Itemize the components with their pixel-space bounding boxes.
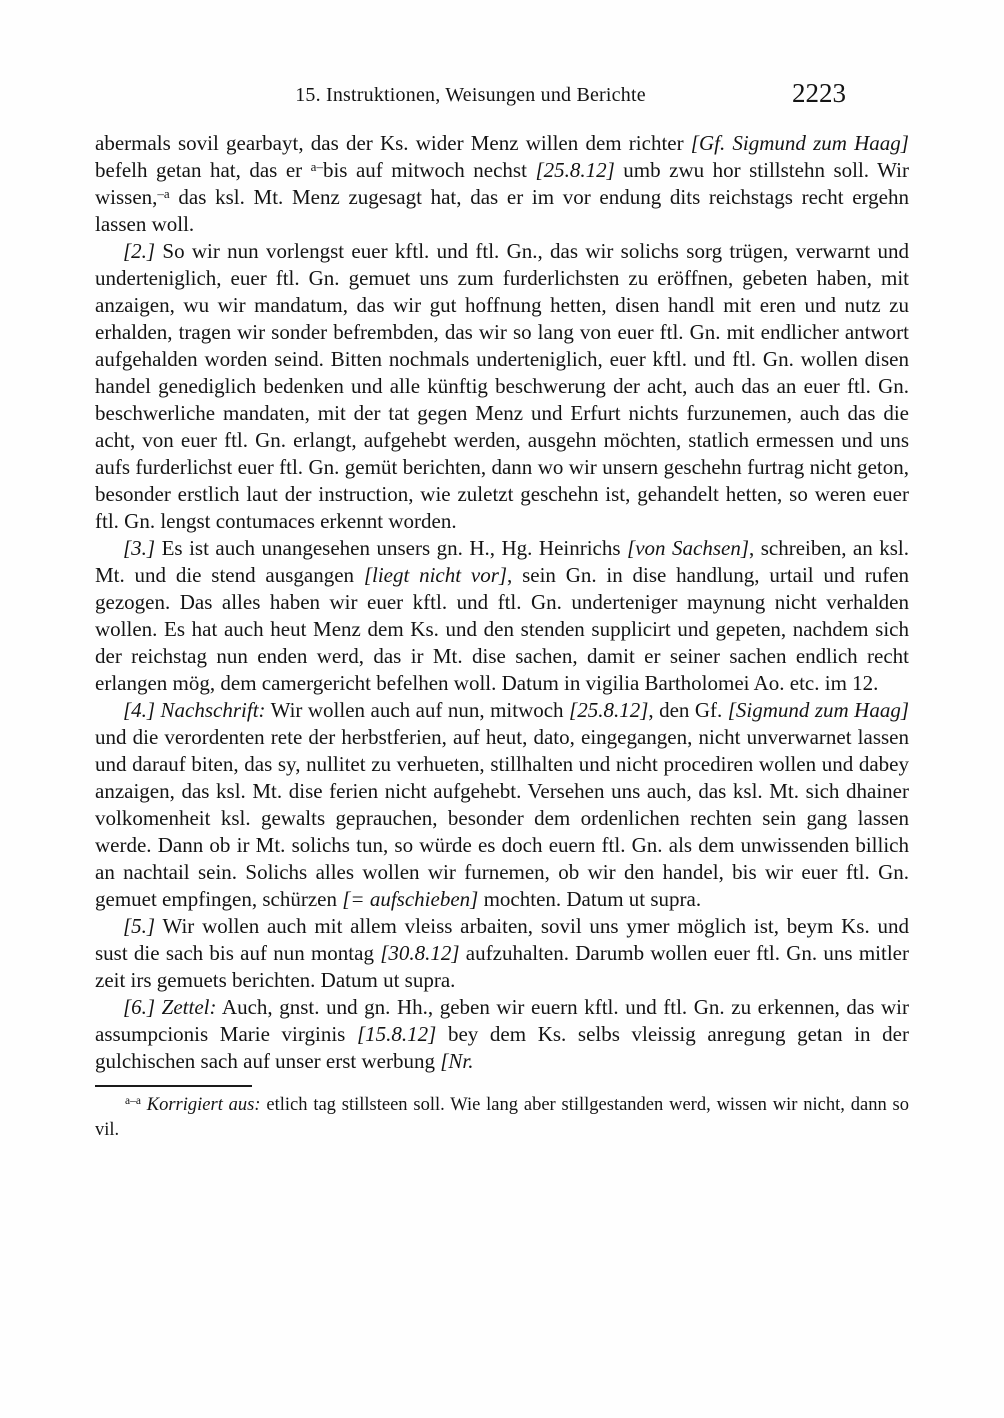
footnote-marker: –a (157, 186, 170, 201)
editorial-insertion: [Gf. Sigmund zum Haag] (690, 131, 909, 155)
editorial-insertion: [3.] (123, 536, 156, 560)
text-run: befelh getan hat, das er (95, 158, 311, 182)
paragraph (95, 994, 909, 1075)
editorial-insertion: [2.] (123, 239, 156, 263)
text-run: das ksl. Mt. Menz zugesagt hat, das er im vor endung dits reichstags recht ergehn lassen woll. (95, 185, 909, 236)
footnote-marker: a– (310, 159, 323, 174)
text-run: aufzuhalten. Darumb wollen euer ftl. Gn. uns mitler zeit irs gemuets berichten. Datum ut supra. (95, 941, 909, 992)
footnote-block (95, 1085, 909, 1143)
text-run: So wir nun vorlengst euer kftl. und ftl. Gn., das wir solichs sorg trügen, verwarnt und underteniglich, euer ftl. Gn. gemuet uns zum furderlichsten zu eröffnen, gebeten haben, mit anzaigen, wu wir mandatum, das wir gut hoffnung hetten, disen handl mit eren und nutz zu erhalden, tragen wir sonder befrembden, das wir so lang von euer ftl. Gn. mit endlicher antwort aufgehalden worden seind. Bitten nochmals underteniglich, euer kftl. und ftl. Gn. wollen disen handel genediglich bedenken und alle künftig beschwerung der acht, auch das an euer ftl. Gn. beschwerliche mandaten, mit der tat gegen Menz und Erfurt nichts furzunemen, auch das die acht, von euer ftl. Gn. erlangt, aufgehebt werden, ausgehn möchten, statlich ermessen und uns aufs furderlichst euer ftl. Gn. gemüt berichten, dann wo wir unsern geschehn furtrag nicht geton, besonder erstlich laut der instruction, wie zuletzt geschehn ist, gehandelt hetten, so weren euer ftl. Gn. lengst contumaces erkennt worden. (95, 239, 909, 533)
editorial-insertion: [liegt nicht vor] (363, 563, 508, 587)
editorial-insertion: [25.8.12] (569, 698, 649, 722)
text-run: , den Gf. (648, 698, 728, 722)
paragraph (95, 130, 909, 238)
text-run: Wir wollen auch auf nun, mitwoch (265, 698, 570, 722)
editorial-insertion: Korrigiert aus: (146, 1095, 261, 1115)
footnote (95, 1093, 909, 1143)
page-number: 2223 (792, 78, 846, 108)
text-run: bey dem Ks. selbs vleissig anregung getan in der gulchischen sach auf unser erst werbung (95, 1022, 909, 1073)
text-run: bis auf mitwoch nechst (322, 158, 536, 182)
paragraph (95, 238, 909, 535)
section-title: 15. Instruktionen, Weisungen und Berichte (295, 84, 646, 106)
text-run: etlich tag stillsteen soll. Wie lang aber stillgestanden werd, wissen wir nicht, dann so vil. (95, 1095, 909, 1140)
editorial-insertion: [4.] Nachschrift: (123, 698, 266, 722)
editorial-insertion: [6.] Zettel: (123, 995, 217, 1019)
text-run: mochten. Datum ut supra. (478, 887, 702, 911)
text-run: Wir wollen auch mit allem vleiss arbaiten, sovil uns ymer möglich ist, beym Ks. und sust die sach bis auf nun montag (95, 914, 909, 965)
editorial-insertion: [von Sachsen] (627, 536, 749, 560)
text-run: und die verordenten rete der herbstferien, auf heut, dato, eingegangen, nicht unverwarnet lassen und darauf biten, das sy, nullitet zu verhueten, stillhalten und nicht procediren wollen und dabey anzaigen, das ksl. Mt. dise ferien nicht aufgehebt. Versehen uns auch, das ksl. Mt. sich dhainer volkomenheit ksl. gewalts geprauchen, besonder dem ordenlichen rechten sein gang lassen werde. Dann ob ir Mt. solichs tun, so würde es doch euern ftl. Gn. als dem unwissenden billich an nachtail sein. Solichs alles wollen wir furnemen, ob wir den handel, bis wir euer ftl. Gn. gemuet empfingen, schürzen (95, 725, 909, 911)
text-body (95, 130, 909, 1075)
paragraph (95, 535, 909, 697)
editorial-insertion: [5.] (123, 914, 156, 938)
editorial-insertion: [Sigmund zum Haag] (727, 698, 909, 722)
editorial-insertion: [25.8.12] (535, 158, 615, 182)
editorial-insertion: [Nr. (440, 1049, 474, 1073)
editorial-insertion: [15.8.12] (356, 1022, 437, 1046)
text-run: umb zwu hor stillstehn soll. Wir wissen, (95, 158, 909, 209)
type-area (95, 78, 909, 1143)
footnote-marker: a–a (125, 1095, 141, 1107)
text-run: Auch, gnst. und gn. Hh., geben wir euern kftl. und ftl. Gn. zu erkennen, das wir assumpcionis Marie virginis (95, 995, 909, 1046)
paragraph (95, 913, 909, 994)
running-head (95, 78, 909, 120)
text-run: Es ist auch unangesehen unsers gn. H., Hg. Heinrichs (155, 536, 628, 560)
text-run: abermals sovil gearbayt, das der Ks. wider Menz willen dem richter (95, 131, 691, 155)
editorial-insertion: [= aufschieben] (342, 887, 479, 911)
text-run: , schreiben, an ksl. Mt. und die stend ausgangen (95, 536, 909, 587)
text-run: , sein Gn. in dise handlung, urtail und rufen gezogen. Das alles haben wir euer kftl. und ftl. Gn. underteniger maynung nicht verhalden wollen. Es hat auch heut Menz dem Ks. und den stenden supplicirt und gepeten, nachdem sich der reichstag nun enden werd, das ir Mt. dise sachen, damit er seiner sachen endlich recht erlangen mög, dem camergericht befelhen woll. Datum in vigilia Bartholomei Ao. etc. im 12. (95, 563, 910, 695)
editorial-insertion: [30.8.12] (380, 941, 460, 965)
footnote-rule (95, 1085, 252, 1087)
paragraph (95, 697, 909, 913)
